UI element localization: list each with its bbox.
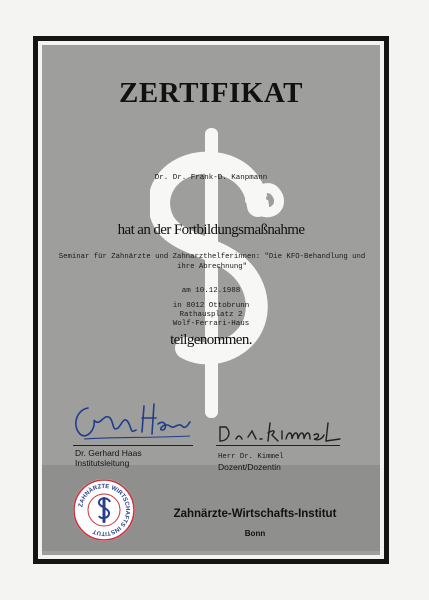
svg-text:ZAHNÄRZTE WIRTSCHAFTS INSTITUT: ZAHNÄRZTE WIRTSCHAFTS INSTITUT [78, 483, 131, 537]
signatory-name: Herr Dr. Kimmel [218, 453, 284, 461]
signature-rule-left [73, 445, 193, 446]
institute-name: Zahnärzte-Wirtschafts-Institut [173, 508, 337, 520]
rod-of-asclepius-icon [150, 128, 300, 418]
signatory-role: Dozent/Dozentin [218, 462, 281, 472]
signature-right [216, 419, 344, 445]
completion-phrase: teilgenommen. [170, 332, 252, 348]
seminar-title: Seminar für Zahnärzte und Zahnarzthelferinnen: "Die KFO-Behandlung und ihre Abrechnung" [58, 253, 366, 271]
signature-left [70, 400, 195, 444]
participation-phrase: hat an der Fortbildungsmaßnahme [117, 222, 305, 238]
signature-rule-right [216, 445, 340, 446]
recipient-name: Dr. Dr. Frank-D. Kanpmann [154, 174, 268, 182]
institute-seal-icon [72, 478, 136, 542]
signatory-left [75, 448, 142, 468]
institute-city: Bonn [244, 529, 266, 538]
address-line: in 8012 Ottobrunn [172, 302, 250, 310]
certificate-title: ZERTIFIKAT [119, 77, 303, 109]
seminar-location [42, 302, 380, 329]
signatory-name: Dr. Gerhard Haas [75, 448, 142, 458]
address-line: Rathausplatz 2 [179, 311, 243, 319]
signatory-role: Institutsleitung [75, 458, 130, 468]
seminar-date: am 10.12.1988 [181, 287, 241, 295]
signatory-right [218, 452, 284, 472]
address-line: Wolf-Ferrari-Haus [172, 320, 250, 328]
